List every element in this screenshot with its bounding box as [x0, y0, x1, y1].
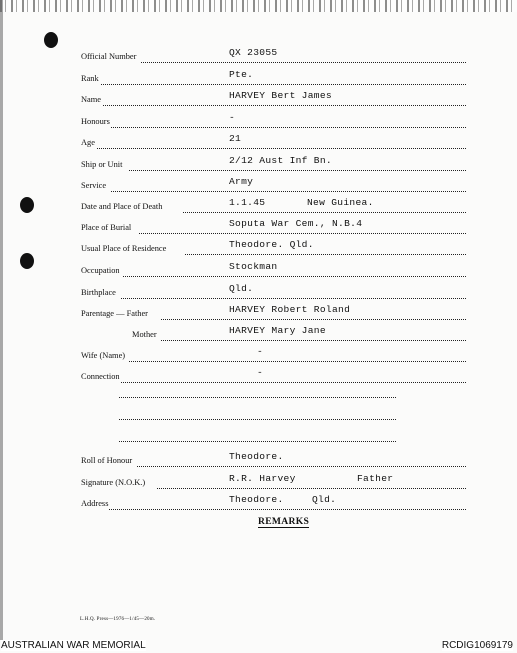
field-label: Usual Place of Residence — [81, 244, 167, 253]
field-label: Age — [81, 138, 95, 147]
field-value: Stockman — [229, 261, 278, 272]
field-label: Rank — [81, 74, 99, 83]
field-value: QX 23055 — [229, 47, 278, 58]
field-value: Theodore. Qld. — [229, 239, 314, 250]
field-label: Honours — [81, 117, 110, 126]
blank-line — [119, 419, 396, 420]
printer-note: L.H.Q. Press—1976—1/45—20m. — [80, 617, 156, 622]
field-value: - — [257, 346, 264, 357]
punch-hole-icon — [20, 253, 34, 269]
field-value: - — [257, 367, 264, 378]
blank-line — [119, 441, 396, 442]
field-label: Date and Place of Death — [81, 202, 163, 211]
field-value: 1.1.45 — [229, 197, 266, 208]
field-value-secondary: Father — [357, 473, 394, 484]
field-label: Connection — [81, 372, 120, 381]
field-label: Name — [81, 95, 101, 104]
field-value: Army — [229, 176, 254, 187]
field-label: Birthplace — [81, 288, 116, 297]
field-label: Official Number — [81, 52, 137, 61]
field-value: HARVEY Robert Roland — [229, 304, 351, 315]
footer-record-id: RCDIG1069179 — [441, 640, 513, 651]
field-label: Address — [81, 499, 109, 508]
field-value: 2/12 Aust Inf Bn. — [229, 155, 332, 166]
field-label: Place of Burial — [81, 223, 132, 232]
punch-hole-icon — [20, 197, 34, 213]
field-label: Wife (Name) — [81, 351, 126, 360]
field-label: Parentage — Father — [81, 309, 148, 318]
field-value: HARVEY Mary Jane — [229, 325, 326, 336]
field-value: Pte. — [229, 69, 254, 80]
footer-source: AUSTRALIAN WAR MEMORIAL — [1, 640, 146, 651]
field-value: HARVEY Bert James — [229, 90, 332, 101]
field-label: Occupation — [81, 266, 120, 275]
field-value: 21 — [229, 133, 242, 144]
field-value-secondary: Qld. — [312, 494, 337, 505]
scan-edge-top — [0, 0, 517, 12]
field-value: R.R. Harvey — [229, 473, 296, 484]
scan-edge-left — [0, 0, 3, 640]
field-value: - — [229, 112, 236, 123]
blank-line — [119, 397, 396, 398]
field-label: Mother — [132, 330, 157, 339]
field-value: Theodore. — [229, 451, 284, 462]
field-value: Theodore. — [229, 494, 284, 505]
field-label: Roll of Honour — [81, 456, 133, 465]
field-value: Qld. — [229, 283, 254, 294]
field-label: Signature (N.O.K.) — [81, 478, 146, 487]
field-value: Soputa War Cem., N.B.4 — [229, 218, 363, 229]
punch-hole-icon — [44, 32, 58, 48]
field-value-secondary: New Guinea. — [307, 197, 374, 208]
field-label: Service — [81, 181, 107, 190]
field-label: Ship or Unit — [81, 160, 123, 169]
remarks-heading: REMARKS — [258, 516, 310, 527]
